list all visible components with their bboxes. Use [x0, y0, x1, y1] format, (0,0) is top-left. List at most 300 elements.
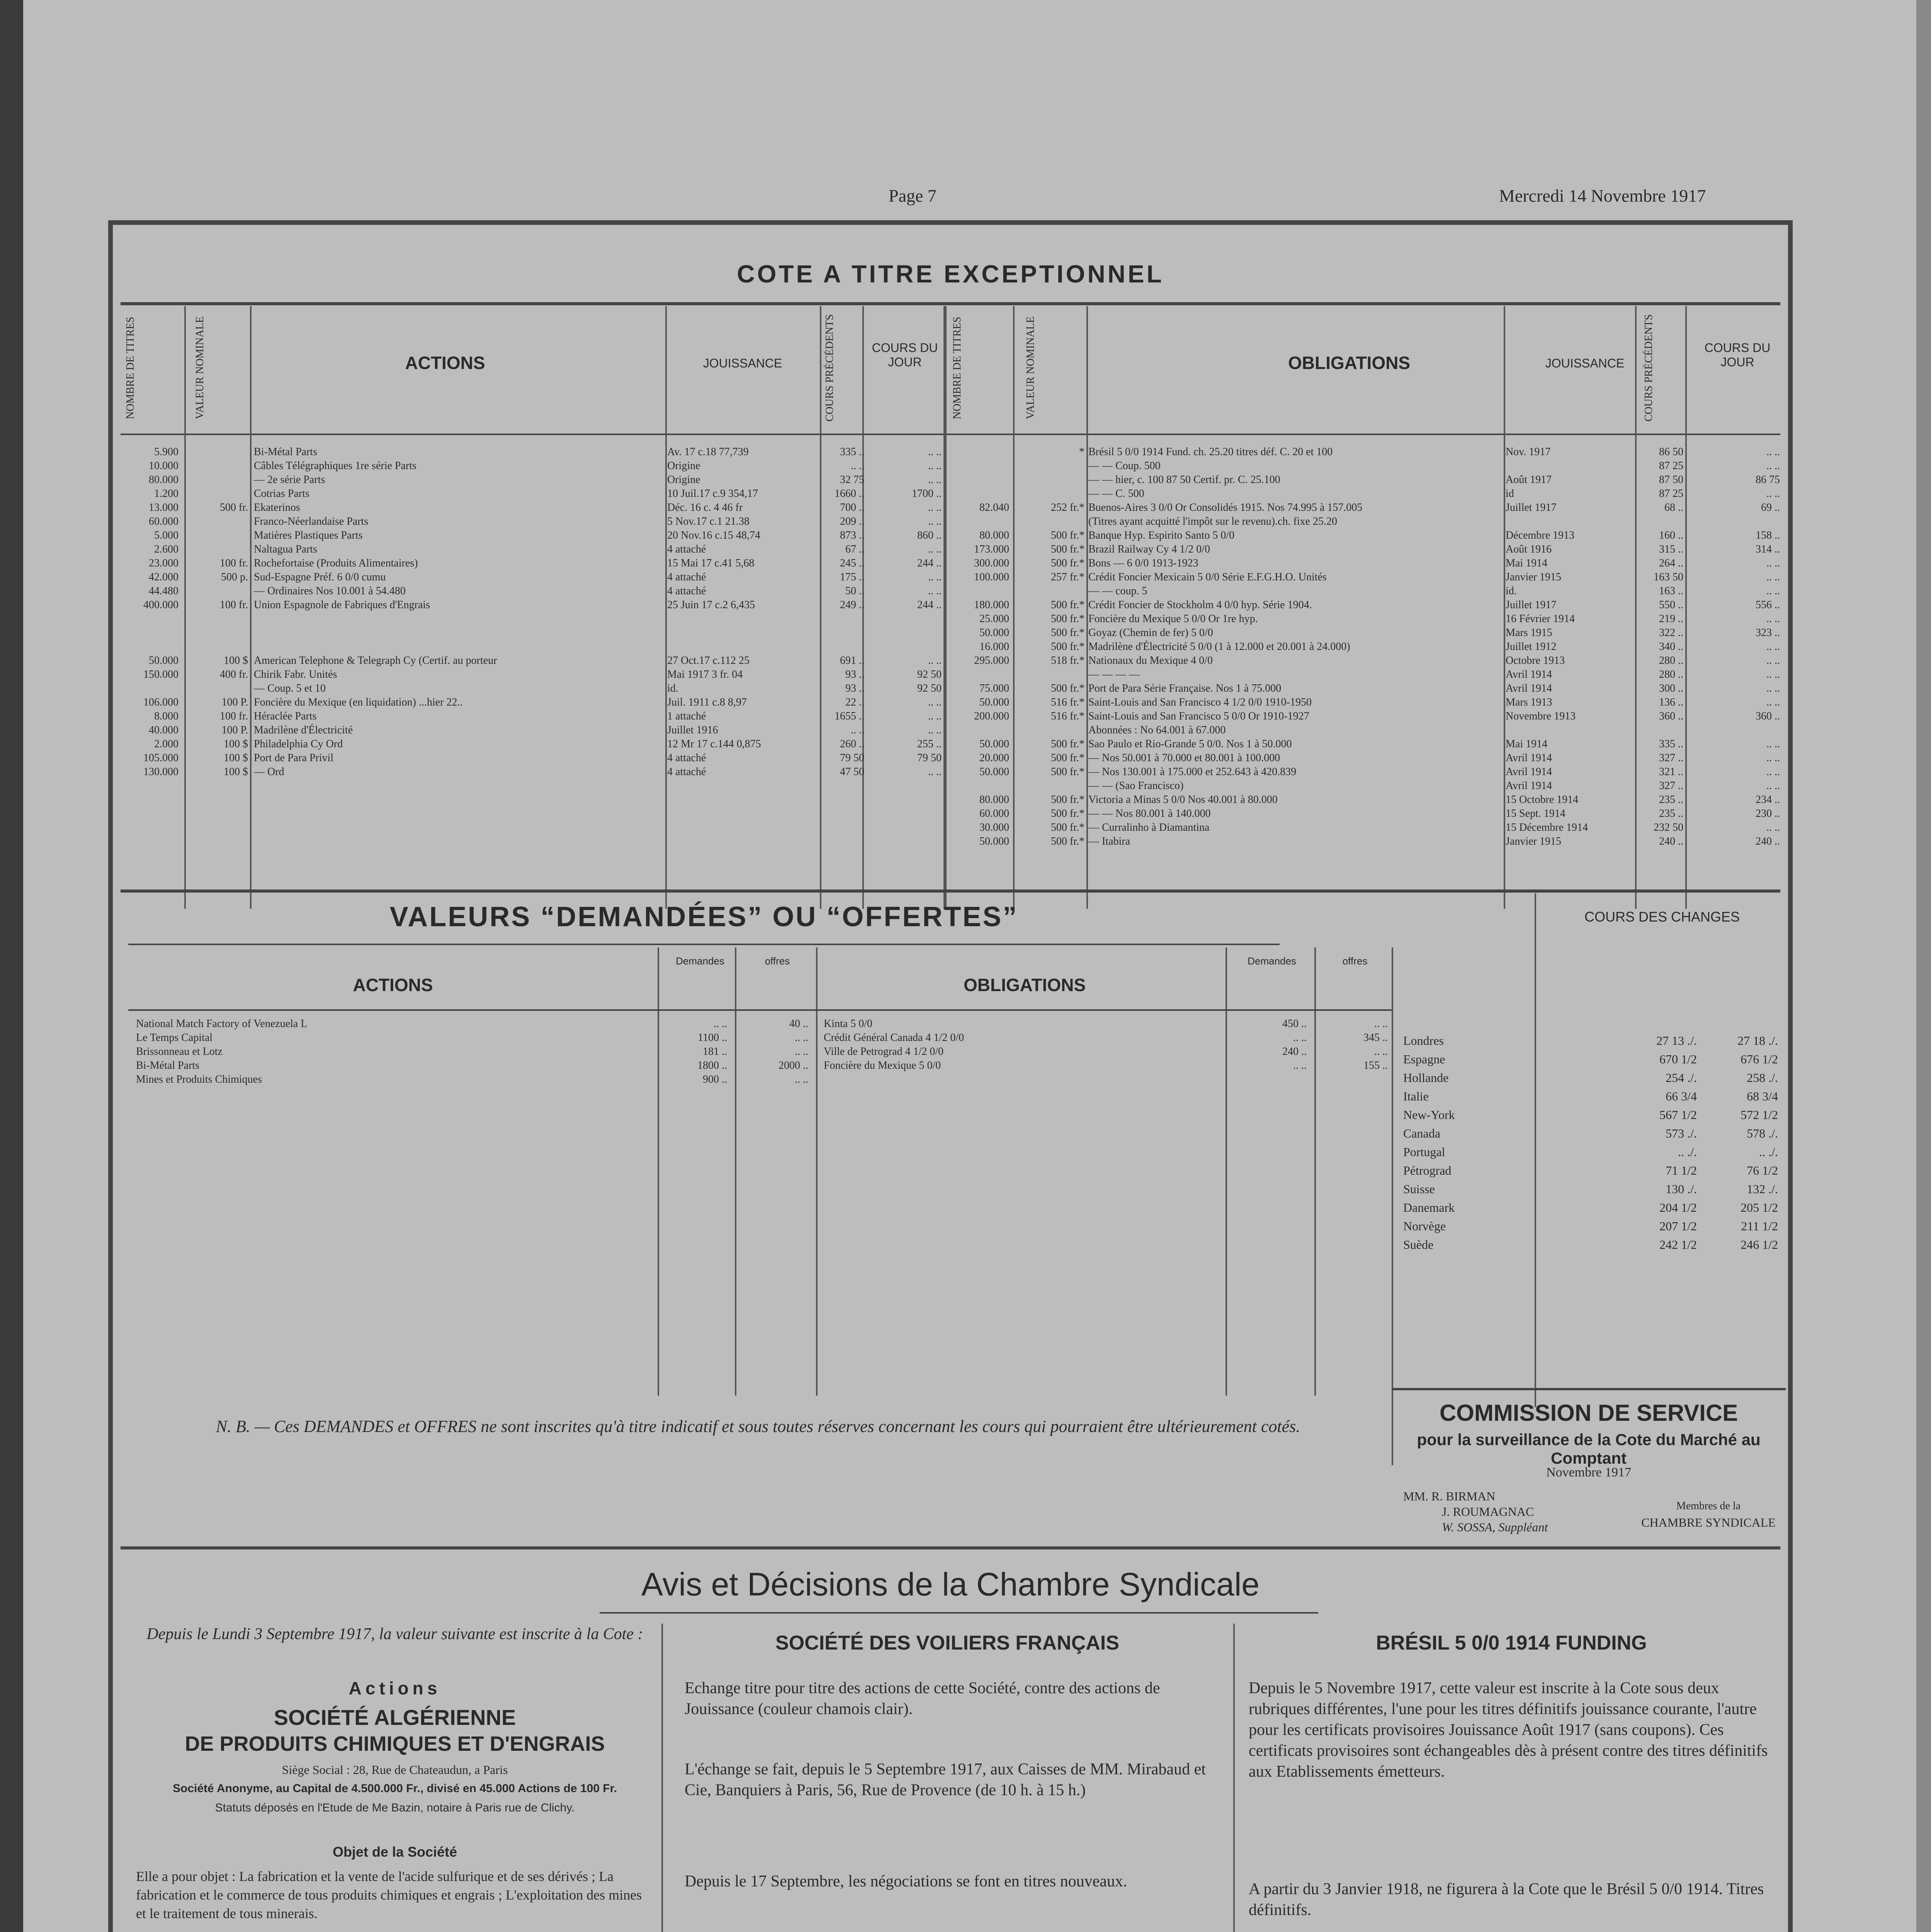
- cours-precedent-cell: 47 50: [840, 766, 864, 778]
- nombre-titres-cell: 23.000: [149, 557, 178, 569]
- cours-precedent-cell: 327 ..: [1659, 752, 1683, 764]
- cote-title: COTE A TITRE EXCEPTIONNEL: [737, 260, 1164, 288]
- cours-jour-cell: .. ..: [928, 446, 942, 458]
- cours-jour-cell: 314 ..: [1756, 543, 1780, 555]
- valeur-action-name: Le Temps Capital: [136, 1032, 213, 1044]
- demande-cell: .. ..: [714, 1018, 727, 1030]
- cours-jour-cell: .. ..: [928, 515, 942, 527]
- cours-jour-cell: 860 ..: [917, 529, 942, 541]
- cours-precedent-cell: 360 ..: [1659, 710, 1683, 722]
- change-bid: 242 1/2: [1659, 1238, 1697, 1252]
- nombre-titres-cell: 50.000: [979, 696, 1009, 708]
- table-row: [947, 835, 1786, 849]
- col-cours-jour-right: COURS DU JOUR: [1704, 341, 1771, 369]
- obligation-name-cell: — — — —: [1088, 668, 1140, 680]
- action-name-cell: Naltagua Parts: [254, 543, 318, 555]
- obligation-name-cell: — — Nos 80.001 à 140.000: [1088, 808, 1211, 820]
- valeur-nominale-cell: 516 fr.*: [1050, 696, 1084, 708]
- table-row: [136, 1073, 812, 1087]
- table-row: [947, 751, 1786, 765]
- cours-jour-cell: .. ..: [1766, 655, 1780, 667]
- table-row: [121, 473, 940, 487]
- valeur-nominale-cell: 500 p.: [221, 571, 248, 583]
- bresil-title: BRÉSIL 5 0/0 1914 FUNDING: [1376, 1632, 1647, 1654]
- action-name-cell: — Coup. 5 et 10: [254, 682, 326, 694]
- table-row: [824, 1045, 1388, 1059]
- col-actions: ACTIONS: [405, 353, 485, 373]
- nombre-titres-cell: 60.000: [979, 808, 1009, 820]
- cours-precedent-cell: 322 ..: [1659, 627, 1683, 639]
- obligation-name-cell: Brazil Railway Cy 4 1/2 0/0: [1088, 543, 1210, 555]
- valeurs-sep: [1314, 947, 1316, 1396]
- action-name-cell: Ekaterinos: [254, 502, 300, 514]
- valeurs-sep: [735, 947, 736, 1396]
- valeur-nominale-cell: 100 fr.: [219, 557, 248, 569]
- table-row: [1403, 1070, 1782, 1088]
- nombre-titres-cell: 1.200: [154, 488, 178, 500]
- cours-jour-cell: .. ..: [1766, 571, 1780, 583]
- cours-precedent-cell: 87 50: [1659, 474, 1683, 486]
- valeur-nominale-cell: 500 fr.*: [1050, 808, 1084, 820]
- nombre-titres-cell: 50.000: [149, 655, 178, 667]
- cours-precedent-cell: 163 ..: [1659, 585, 1683, 597]
- cours-precedent-cell: 163 50: [1654, 571, 1683, 583]
- cours-precedent-cell: 300 ..: [1659, 682, 1683, 694]
- cours-precedent-cell: 67 ..: [845, 543, 864, 555]
- change-bid: 573 ./.: [1666, 1126, 1697, 1140]
- cours-precedent-cell: 1655 ..: [835, 710, 864, 722]
- jouissance-cell: 15 Octobre 1914: [1506, 794, 1579, 806]
- table-row: [121, 584, 940, 598]
- obligation-name-cell: — — Coup. 500: [1088, 460, 1161, 472]
- jouissance-cell: Avril 1914: [1506, 752, 1552, 764]
- col-jouissance-left: JOUISSANCE: [703, 356, 782, 370]
- changes-rule: [1392, 1388, 1786, 1390]
- obligation-name-cell: Foncière du Mexique 5 0/0 Or 1re hyp.: [1088, 613, 1258, 625]
- valeur-nominale-cell: 500 fr.*: [1050, 599, 1084, 611]
- action-name-cell: Madrilène d'Électricité: [254, 724, 353, 736]
- nombre-titres-cell: 295.000: [974, 655, 1009, 667]
- table-row: [121, 543, 940, 556]
- cours-jour-cell: 69 ..: [1761, 502, 1780, 514]
- action-name-cell: Sud-Espagne Préf. 6 0/0 cumu: [254, 571, 386, 583]
- cote-bottom-rule: [121, 889, 1780, 893]
- valeur-nominale-cell: 500 fr.*: [1050, 543, 1084, 555]
- valeur-nominale-cell: 518 fr.*: [1050, 655, 1084, 667]
- cours-precedent-cell: 235 ..: [1659, 794, 1683, 806]
- cours-precedent-cell: 32 75: [840, 474, 864, 486]
- nombre-titres-cell: 42.000: [149, 571, 178, 583]
- table-row: [947, 584, 1786, 598]
- nombre-titres-cell: 150.000: [143, 668, 178, 680]
- col-jouissance-right: JOUISSANCE: [1545, 356, 1625, 370]
- obligation-name-cell: — Curralinho à Diamantina: [1088, 821, 1210, 833]
- valeur-nominale-cell: 500 fr.*: [1050, 738, 1084, 750]
- nombre-titres-cell: 2.000: [154, 738, 178, 750]
- cours-jour-cell: .. ..: [1766, 641, 1780, 653]
- col-obligations: OBLIGATIONS: [1288, 353, 1411, 373]
- table-row: [121, 487, 940, 501]
- table-row: [1403, 1199, 1782, 1218]
- jouissance-cell: Mars 1915: [1506, 627, 1552, 639]
- table-row: [136, 1045, 812, 1059]
- obligation-name-cell: Abonnées : No 64.001 à 67.000: [1088, 724, 1226, 736]
- table-row: [947, 765, 1786, 779]
- valeur-nominale-cell: 516 fr.*: [1050, 710, 1084, 722]
- cours-precedent-cell: 68 ..: [1664, 502, 1683, 514]
- jouissance-cell: Juillet 1917: [1506, 599, 1557, 611]
- cours-jour-cell: .. ..: [1766, 780, 1780, 792]
- cours-precedent-cell: .. ..: [851, 460, 864, 472]
- action-name-cell: — Ord: [254, 766, 284, 778]
- change-ask: 211 1/2: [1741, 1219, 1778, 1233]
- cours-precedent-cell: 175 ..: [840, 571, 864, 583]
- valeurs-sep: [1226, 947, 1227, 1396]
- bresil-p1: Depuis le 5 Novembre 1917, cette valeur est inscrite à la Cote sous deux rubriques différentes, l'une pour les titres définitifs jouissance courante, l'autre pour les certificats provisoires Jouissance Août 1917 (sans coupons). Ces certificats provisoires sont échangeables dès à présent contre des titres définitifs aux Etablissements émetteurs.: [1249, 1679, 1768, 1781]
- valeur-nominale-cell: 100 fr.: [219, 710, 248, 722]
- jouissance-cell: 15 Décembre 1914: [1506, 821, 1588, 833]
- obligation-name-cell: — — hier, c. 100 87 50 Certif. pr. C. 25.100: [1088, 474, 1280, 486]
- jouissance-cell: Mai 1914: [1506, 557, 1548, 569]
- valeur-nominale-cell: 100 $: [224, 766, 248, 778]
- cours-jour-cell: 255 ..: [917, 738, 942, 750]
- voiliers-p2: L'échange se fait, depuis le 5 Septembre 1917, aux Caisses de MM. Mirabaud et Cie, Banquiers à Paris, 56, Rue de Provence (de 10 h. à 15 h.): [685, 1760, 1206, 1799]
- cours-precedent-cell: 240 ..: [1659, 835, 1683, 847]
- demande-cell: 900 ..: [703, 1073, 727, 1085]
- avis-statuts: Statuts déposés en l'Etude de Me Bazin, notaire à Paris rue de Clichy.: [215, 1801, 575, 1814]
- table-row: [1403, 1236, 1782, 1255]
- jouissance-cell: 25 Juin 17 c.2 6,435: [667, 599, 755, 611]
- cours-jour-cell: .. ..: [928, 502, 942, 514]
- cours-jour-cell: 360 ..: [1756, 710, 1780, 722]
- table-row: [1403, 1051, 1782, 1070]
- valeurs-offres-head: offres: [765, 955, 790, 967]
- cours-precedent-cell: 22 ..: [845, 696, 864, 708]
- valeurs-note: N. B. — Ces DEMANDES et OFFRES ne sont inscrites qu'à titre indicatif et sous toutes réserves concernant les cours qui pourraient être ultérieurement cotés.: [216, 1417, 1300, 1436]
- jouissance-cell: Août 1917: [1506, 474, 1552, 486]
- valeur-nominale-cell: 100 $: [224, 655, 248, 667]
- cours-precedent-cell: 280 ..: [1659, 655, 1683, 667]
- table-row: [947, 529, 1786, 543]
- main-frame: [108, 220, 1793, 1932]
- obligation-name-cell: Saint-Louis and San Francisco 4 1/2 0/0 1910-1950: [1088, 696, 1312, 708]
- action-name-cell: Philadelphia Cy Ord: [254, 738, 343, 750]
- col-valeur-nominale-left: VALEUR NOMINALE: [194, 316, 206, 420]
- valeur-nominale-cell: 500 fr.*: [1050, 641, 1084, 653]
- table-row: [121, 598, 940, 612]
- cours-precedent-cell: 550 ..: [1659, 599, 1683, 611]
- cours-jour-cell: .. ..: [928, 710, 942, 722]
- voiliers-p3: Depuis le 17 Septembre, les négociations se font en titres nouveaux.: [685, 1872, 1127, 1890]
- jouissance-cell: 16 Février 1914: [1506, 613, 1575, 625]
- cours-precedent-cell: 335 ..: [1659, 738, 1683, 750]
- change-bid: 254 ./.: [1666, 1071, 1697, 1085]
- valeur-nominale-cell: 500 fr.*: [1050, 613, 1084, 625]
- jouissance-cell: 4 attaché: [667, 752, 706, 764]
- table-row: [121, 529, 940, 543]
- nombre-titres-cell: 50.000: [979, 627, 1009, 639]
- offre-cell: .. ..: [795, 1032, 808, 1044]
- avis-siege: Siège Social : 28, Rue de Chateaudun, a Paris: [282, 1763, 508, 1777]
- valeurs-sep: [658, 947, 659, 1396]
- cours-jour-cell: .. ..: [1766, 696, 1780, 708]
- change-country: Hollande: [1403, 1071, 1449, 1085]
- jouissance-cell: Nov. 1917: [1506, 446, 1551, 458]
- valeurs-actions-head: ACTIONS: [353, 975, 433, 995]
- cours-jour-cell: .. ..: [1766, 613, 1780, 625]
- valeur-obligation-name: Kinta 5 0/0: [824, 1018, 872, 1030]
- jouissance-cell: Avril 1914: [1506, 766, 1552, 778]
- table-row: [121, 709, 940, 723]
- nombre-titres-cell: 400.000: [143, 599, 178, 611]
- offre-cell: .. ..: [1374, 1018, 1388, 1030]
- col-valeur-nominale-right: VALEUR NOMINALE: [1025, 316, 1037, 420]
- obligation-name-cell: Victoria a Minas 5 0/0 Nos 40.001 à 80.000: [1088, 794, 1278, 806]
- valeur-nominale-cell: 500 fr.*: [1050, 682, 1084, 694]
- jouissance-cell: Origine: [667, 460, 700, 472]
- obligation-name-cell: Buenos-Aires 3 0/0 Or Consolidés 1915. Nos 74.995 à 157.005: [1088, 502, 1363, 514]
- obligation-name-cell: — Itabira: [1088, 835, 1130, 847]
- table-row: [121, 626, 940, 640]
- demande-cell: .. ..: [1293, 1032, 1307, 1044]
- action-name-cell: Bi-Métal Parts: [254, 446, 318, 458]
- valeur-action-name: Brissonneau et Lotz: [136, 1046, 223, 1058]
- change-country: Portugal: [1403, 1145, 1445, 1159]
- valeur-nominale-cell: 100 P.: [221, 696, 248, 708]
- table-row: [947, 543, 1786, 556]
- valeur-nominale-cell: 100 $: [224, 752, 248, 764]
- cours-precedent-cell: 235 ..: [1659, 808, 1683, 820]
- nombre-titres-cell: 130.000: [143, 766, 178, 778]
- change-country: Espagne: [1403, 1052, 1445, 1066]
- cours-precedent-cell: 249 ..: [840, 599, 864, 611]
- commission-member: J. ROUMAGNAC: [1442, 1505, 1534, 1519]
- obligation-name-cell: Brésil 5 0/0 1914 Fund. ch. 25.20 titres déf. C. 20 et 100: [1088, 446, 1333, 458]
- cours-jour-cell: .. ..: [1766, 682, 1780, 694]
- cours-jour-cell: .. ..: [928, 696, 942, 708]
- cours-jour-cell: 244 ..: [917, 557, 942, 569]
- cours-jour-cell: 556 ..: [1756, 599, 1780, 611]
- offre-cell: 155 ..: [1363, 1060, 1388, 1071]
- cours-jour-cell: .. ..: [1766, 752, 1780, 764]
- commission-subtitle: pour la surveillance de la Cote du Marché au Comptant: [1417, 1430, 1761, 1467]
- jouissance-cell: Déc. 16 c. 4 46 fr: [667, 502, 743, 514]
- valeur-nominale-cell: 500 fr.: [219, 502, 248, 514]
- nombre-titres-cell: 82.040: [979, 502, 1009, 514]
- valeur-nominale-cell: 100 $: [224, 738, 248, 750]
- cours-jour-cell: 230 ..: [1756, 808, 1780, 820]
- table-row: [121, 515, 940, 529]
- change-ask: 132 ./.: [1747, 1182, 1778, 1196]
- obligation-name-cell: — — C. 500: [1088, 488, 1144, 500]
- change-bid: 71 1/2: [1666, 1163, 1697, 1177]
- nombre-titres-cell: 40.000: [149, 724, 178, 736]
- change-ask: 578 ./.: [1747, 1126, 1778, 1140]
- table-row: [1403, 1144, 1782, 1162]
- table-row: [824, 1059, 1388, 1073]
- demande-cell: .. ..: [1293, 1060, 1307, 1071]
- table-row: [1403, 1088, 1782, 1107]
- jouissance-cell: 5 Nov.17 c.1 21.38: [667, 515, 750, 527]
- valeurs-demandes-head: Demandes: [676, 955, 724, 967]
- action-name-cell: Foncière du Mexique (en liquidation) ...hier 22..: [254, 696, 463, 708]
- nombre-titres-cell: 50.000: [979, 835, 1009, 847]
- valeur-nominale-cell: 500 fr.*: [1050, 557, 1084, 569]
- change-bid: 670 1/2: [1659, 1052, 1697, 1066]
- col-cours-jour-left: COURS DU JOUR: [872, 341, 938, 369]
- action-name-cell: Union Espagnole de Fabriques d'Engrais: [254, 599, 430, 611]
- cours-precedent-cell: 86 50: [1659, 446, 1683, 458]
- table-row: [121, 445, 940, 459]
- table-row: [947, 556, 1786, 570]
- jouissance-cell: 4 attaché: [667, 585, 706, 597]
- table-row: [1403, 1125, 1782, 1144]
- cours-jour-cell: .. ..: [928, 460, 942, 472]
- cours-jour-cell: 92 50: [917, 668, 942, 680]
- cote-header-rule: [121, 434, 1780, 435]
- cours-precedent-cell: 87 25: [1659, 488, 1683, 500]
- table-row: [947, 459, 1786, 473]
- obligation-name-cell: — Nos 50.001 à 70.000 et 80.001 à 100.000: [1088, 752, 1280, 764]
- cours-precedent-cell: 219 ..: [1659, 613, 1683, 625]
- change-country: Norvège: [1403, 1219, 1446, 1233]
- cours-precedent-cell: 136 ..: [1659, 696, 1683, 708]
- table-row: [947, 793, 1786, 807]
- cours-precedent-cell: 260 ..: [840, 738, 864, 750]
- table-row: [121, 682, 940, 696]
- cours-precedent-cell: 264 ..: [1659, 557, 1683, 569]
- action-name-cell: Matières Plastiques Parts: [254, 529, 363, 541]
- table-row: [947, 779, 1786, 793]
- table-row: [947, 612, 1786, 626]
- cours-jour-cell: 1700 ..: [912, 488, 942, 500]
- table-row: [947, 696, 1786, 709]
- avis-capital: Société Anonyme, au Capital de 4.500.000 Fr., divisé en 45.000 Actions de 100 Fr.: [173, 1782, 617, 1795]
- table-row: [1403, 1181, 1782, 1199]
- offre-cell: 40 ..: [789, 1018, 808, 1030]
- jouissance-cell: 27 Oct.17 c.112 25: [667, 655, 750, 667]
- change-ask: 246 1/2: [1741, 1238, 1778, 1252]
- valeurs-title: VALEURS “DEMANDÉES” OU “OFFERTES”: [389, 901, 1018, 932]
- table-row: [947, 598, 1786, 612]
- cours-precedent-cell: 1660 ..: [835, 488, 864, 500]
- jouissance-cell: Août 1916: [1506, 543, 1552, 555]
- change-country: Londres: [1403, 1034, 1444, 1048]
- cours-jour-cell: 86 75: [1756, 474, 1780, 486]
- page-date: Mercredi 14 Novembre 1917: [1499, 186, 1706, 206]
- jouissance-cell: 20 Nov.16 c.15 48,74: [667, 529, 760, 541]
- cours-jour-cell: .. ..: [1766, 738, 1780, 750]
- valeur-nominale-cell: *: [1079, 446, 1084, 458]
- jouissance-cell: id.: [1506, 585, 1517, 597]
- nombre-titres-cell: 25.000: [979, 613, 1009, 625]
- cours-precedent-cell: 79 50: [840, 752, 864, 764]
- nombre-titres-cell: 300.000: [974, 557, 1009, 569]
- obligation-name-cell: — — coup. 5: [1088, 585, 1147, 597]
- cours-precedent-cell: 280 ..: [1659, 668, 1683, 680]
- table-row: [1403, 1218, 1782, 1236]
- demande-cell: 240 ..: [1282, 1046, 1307, 1058]
- cours-precedent-cell: 873 ..: [840, 529, 864, 541]
- valeurs-sep: [1392, 947, 1393, 1465]
- cours-jour-cell: .. ..: [928, 724, 942, 736]
- valeur-nominale-cell: 257 fr.*: [1050, 571, 1084, 583]
- cours-jour-cell: .. ..: [928, 585, 942, 597]
- change-bid: 130 ./.: [1666, 1182, 1697, 1196]
- cours-jour-cell: .. ..: [1766, 488, 1780, 500]
- change-ask: 76 1/2: [1747, 1163, 1778, 1177]
- table-row: [947, 709, 1786, 723]
- cours-precedent-cell: 315 ..: [1659, 543, 1683, 555]
- valeurs-sep: [816, 947, 818, 1396]
- valeurs-bottom-rule: [121, 1546, 1780, 1549]
- change-country: Suède: [1403, 1238, 1434, 1252]
- cours-jour-cell: .. ..: [1766, 460, 1780, 472]
- valeurs-demandes-head-right: Demandes: [1248, 955, 1296, 967]
- cours-jour-cell: .. ..: [928, 571, 942, 583]
- jouissance-cell: 1 attaché: [667, 710, 706, 722]
- cours-jour-cell: .. ..: [928, 474, 942, 486]
- demande-cell: 181 ..: [703, 1046, 727, 1058]
- jouissance-cell: Juillet 1912: [1506, 641, 1557, 653]
- jouissance-cell: 10 Juil.17 c.9 354,17: [667, 488, 758, 500]
- jouissance-cell: Juillet 1917: [1506, 502, 1557, 514]
- cote-middle-sep: [943, 306, 947, 909]
- membres-label: Membres de la: [1676, 1500, 1741, 1512]
- table-row: [1403, 1107, 1782, 1125]
- valeurs-rule: [128, 944, 1280, 945]
- change-country: Pétrograd: [1403, 1163, 1452, 1177]
- valeur-nominale-cell: 400 fr.: [219, 668, 248, 680]
- cours-jour-cell: .. ..: [1766, 557, 1780, 569]
- table-row: [121, 612, 940, 626]
- obligation-name-cell: Saint-Louis and San Francisco 5 0/0 Or 1910-1927: [1088, 710, 1309, 722]
- obligation-name-cell: Nationaux du Mexique 4 0/0: [1088, 655, 1213, 667]
- nombre-titres-cell: 20.000: [979, 752, 1009, 764]
- cours-jour-cell: .. ..: [1766, 446, 1780, 458]
- nombre-titres-cell: 80.000: [979, 794, 1009, 806]
- jouissance-cell: Mai 1914: [1506, 738, 1548, 750]
- valeurs-obligations-head: OBLIGATIONS: [963, 975, 1086, 995]
- col-cours-precedents-left: COURS PRÉCÉDENTS: [824, 314, 836, 422]
- action-name-cell: Câbles Télégraphiques 1re série Parts: [254, 460, 416, 472]
- jouissance-cell: 4 attaché: [667, 543, 706, 555]
- obligation-name-cell: Madrilène d'Électricité 5 0/0 (1 à 12.000 et 20.001 à 24.000): [1088, 641, 1350, 653]
- demande-cell: 1100 ..: [698, 1032, 727, 1044]
- jouissance-cell: Avril 1914: [1506, 668, 1552, 680]
- valeur-nominale-cell: 500 fr.*: [1050, 835, 1084, 847]
- obligation-name-cell: Crédit Foncier de Stockholm 4 0/0 hyp. Série 1904.: [1088, 599, 1312, 611]
- obligation-name-cell: (Titres ayant acquitté l'impôt sur le revenu).ch. fixe 25.20: [1088, 515, 1337, 527]
- cours-precedent-cell: 321 ..: [1659, 766, 1683, 778]
- jouissance-cell: Origine: [667, 474, 700, 486]
- table-row: [947, 487, 1786, 501]
- jouissance-cell: Octobre 1913: [1506, 655, 1565, 667]
- nombre-titres-cell: 5.900: [154, 446, 178, 458]
- action-name-cell: Héraclée Parts: [254, 710, 317, 722]
- nombre-titres-cell: 2.600: [154, 543, 178, 555]
- table-row: [947, 445, 1786, 459]
- avis-title-rule: [600, 1612, 1318, 1614]
- table-row: [121, 751, 940, 765]
- valeur-nominale-cell: 500 fr.*: [1050, 821, 1084, 833]
- table-row: [947, 682, 1786, 696]
- change-ask: 68 3/4: [1747, 1089, 1778, 1103]
- valeur-action-name: National Match Factory of Venezuela L: [136, 1018, 308, 1030]
- obligation-name-cell: Port de Para Série Française. Nos 1 à 75.000: [1088, 682, 1282, 694]
- change-ask: 676 1/2: [1741, 1052, 1778, 1066]
- nombre-titres-cell: 5.000: [154, 529, 178, 541]
